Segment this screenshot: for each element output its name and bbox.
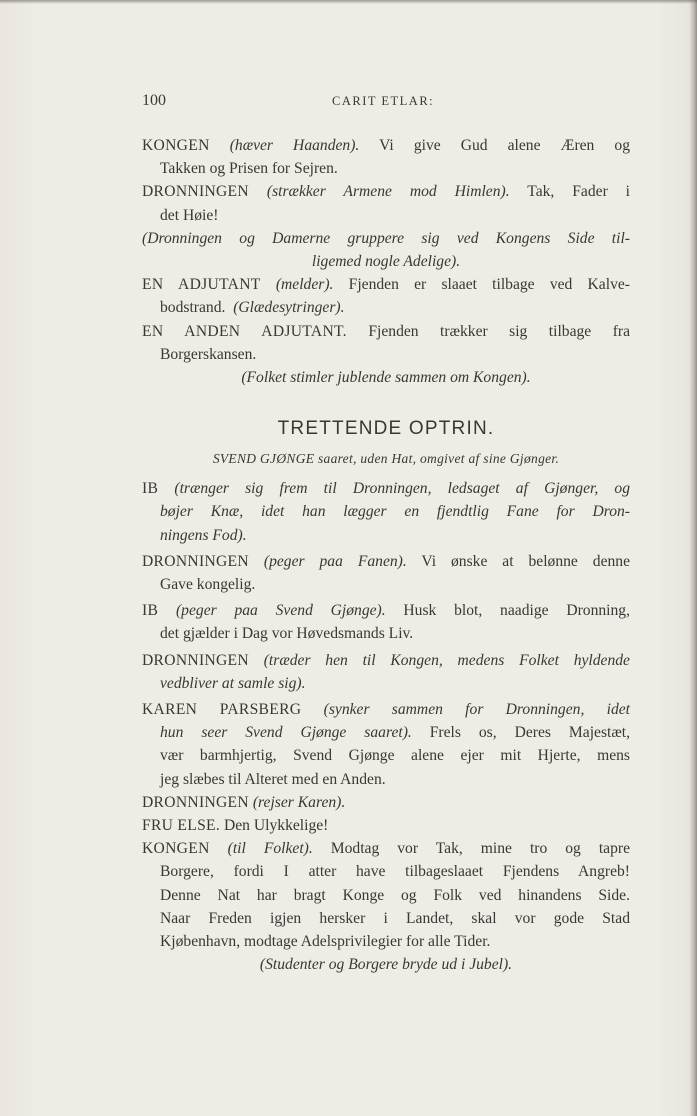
text-line: vær barmhjertig, Svend Gjønge alene ejer mit Hjerte, mens: [160, 747, 630, 765]
speech-text: bodstrand.: [160, 299, 226, 317]
speech-kongen-2: [142, 837, 630, 953]
speech-text: Husk blot, naadige Dronning,: [403, 602, 630, 620]
page-edge-shadow: [689, 0, 697, 1116]
text-line: [142, 180, 630, 203]
stage-direction: (til Folket).: [227, 840, 313, 858]
text-line: [142, 296, 630, 319]
speech-adjutant: [142, 273, 630, 319]
speaker: KONGEN: [142, 137, 210, 154]
text-line: Kjøbenhavn, modtage Adelsprivilegier for alle Tider.: [160, 933, 491, 951]
speech-text: Tak, Fader i: [527, 183, 631, 201]
speaker: DRONNINGEN: [142, 651, 249, 669]
stage-direction: (strækker Armene mod Himlen).: [266, 183, 510, 201]
speech-dronningen-1: [142, 180, 630, 226]
text-line: ligemed nogle Adelige).: [311, 253, 461, 271]
text-line: [142, 649, 630, 672]
text-line: Takken og Prisen for Sejren.: [160, 160, 338, 178]
stage-direction: hun seer Svend Gjønge saaret).: [160, 724, 412, 742]
speech-fru-else: [142, 814, 630, 837]
stage-direction: (træder hen til Kongen, medens Folket hyldende: [263, 651, 630, 669]
speech-dronningen-2: [142, 550, 630, 596]
text-line: ningens Fod).: [160, 526, 247, 544]
speech-anden-adjutant: [142, 320, 630, 366]
text-line: [142, 477, 630, 500]
speech-karen-parsberg: [142, 698, 630, 791]
page-number: 100: [142, 92, 166, 109]
text-line: jeg slæbes til Alteret med en Anden.: [160, 770, 386, 788]
speech-kongen-1: [142, 134, 630, 180]
speaker: KONGEN: [142, 840, 210, 858]
text-line: [142, 134, 630, 157]
speaker: KAREN PARSBERG: [142, 701, 302, 719]
speaker: FRU ELSE.: [142, 817, 221, 835]
text-line: [142, 550, 630, 573]
stage-direction: (hæver Haanden).: [229, 137, 360, 154]
page-header: [142, 92, 632, 114]
text-line: Naar Freden igjen hersker i Landet, skal vor gode Stad: [160, 909, 630, 927]
speaker: EN ADJUTANT: [142, 276, 261, 294]
text-line: det gjælder i Dag vor Høvedsmands Liv.: [160, 625, 414, 643]
speaker: DRONNINGEN: [142, 183, 249, 201]
stage-direction-block: (Studenter og Borgere bryde ud i Jubel).: [259, 956, 513, 974]
speech-dronningen-3: [142, 649, 630, 695]
speech-text: Frels os, Deres Majestæt,: [429, 724, 630, 742]
text-line: [142, 837, 630, 860]
page-top-shadow: [0, 0, 697, 4]
speech-text: Modtag vor Tak, mine tro og tapre: [330, 840, 631, 858]
text-line: Borgerskansen.: [160, 345, 257, 363]
page-text: [142, 134, 630, 977]
speech-dronningen-4: [142, 791, 630, 814]
running-head: CARIT ETLAR:: [332, 94, 435, 108]
text-line: Borgere, fordi I atter have tilbageslaaet Fjendens Angreb!: [160, 863, 630, 881]
stage-direction: (peger paa Svend Gjønge).: [175, 602, 386, 620]
text-line: [142, 320, 630, 343]
text-line: [142, 698, 630, 721]
speaker: EN ANDEN ADJUTANT.: [142, 322, 347, 340]
text-line: Gave kongelig.: [160, 576, 256, 594]
stage-direction: (rejser Karen).: [252, 793, 346, 811]
text-line: Denne Nat har bragt Konge og Folk ved hinandens Side.: [160, 886, 630, 904]
stage-direction: (trænger sig frem til Dronningen, ledsaget af Gjønger, og: [174, 480, 630, 498]
speaker: IB: [142, 602, 159, 620]
speech-text: Den Ulykkelige!: [224, 817, 329, 835]
speech-text: Fjenden trækker sig tilbage fra: [368, 322, 630, 340]
stage-direction: (melder).: [275, 276, 334, 294]
speaker: IB: [142, 480, 159, 498]
speaker: DRONNINGEN: [142, 552, 249, 570]
stage-direction: (Glædesytringer).: [233, 299, 345, 317]
text-line: [142, 599, 630, 622]
text-line: [142, 273, 630, 296]
text-line: (Dronningen og Damerne gruppere sig ved Kongens Side til-: [142, 229, 630, 247]
speech-text: Vi ønske at belønne denne: [421, 552, 631, 570]
speech-text: Fjenden er slaaet tilbage ved Kalve-: [348, 276, 630, 294]
text-line: bøjer Knæ, idet han lægger en fjendtlig Fane for Dron-: [160, 503, 630, 521]
text-line: det Høie!: [160, 206, 219, 224]
stage-direction: (peger paa Fanen).: [263, 552, 407, 570]
stage-direction-block: [142, 227, 630, 273]
speech-ib-2: [142, 599, 630, 645]
stage-direction-block: (Folket stimler jublende sammen om Kongen).: [241, 369, 531, 387]
stage-direction: (synker sammen for Dronningen, idet: [323, 701, 630, 719]
speaker: DRONNINGEN: [142, 793, 249, 811]
text-line: vedbliver at samle sig).: [160, 674, 306, 692]
text-line: [142, 721, 630, 744]
speech-text: Vi give Gud alene Æren og: [379, 137, 630, 154]
speech-ib-1: [142, 477, 630, 547]
scene-setting: SVEND GJØNGE saaret, uden Hat, omgivet af sine Gjønger.: [212, 451, 560, 467]
scene-heading: TRETTENDE OPTRIN.: [277, 418, 495, 440]
